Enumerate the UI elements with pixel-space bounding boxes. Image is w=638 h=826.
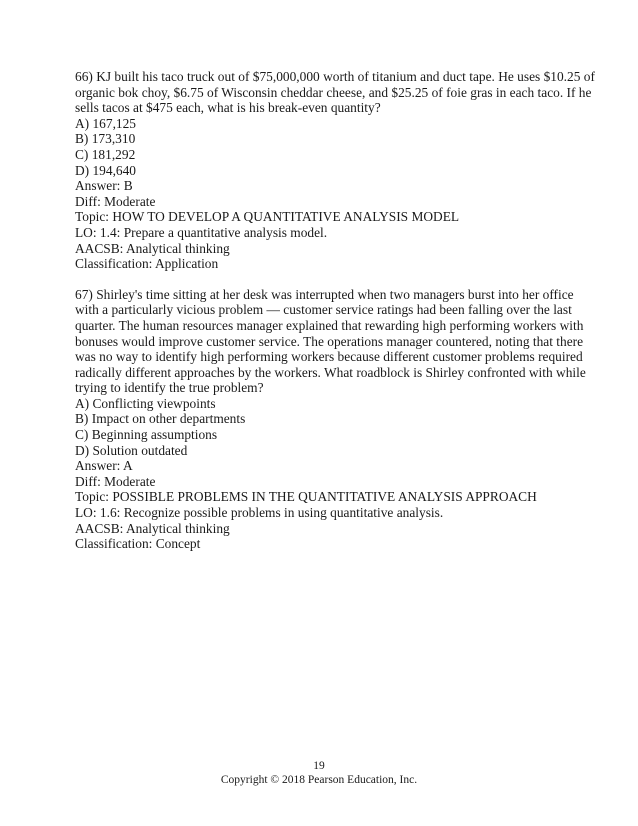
difficulty: Diff: Moderate xyxy=(75,473,156,489)
copyright-notice: Copyright © 2018 Pearson Education, Inc. xyxy=(220,774,418,786)
aacsb: AACSB: Analytical thinking xyxy=(75,520,230,536)
question-stem-line: trying to identify the true problem? xyxy=(75,380,264,396)
answer-option-d: D) Solution outdated xyxy=(75,442,188,458)
question-stem-line: radically different approaches by the workers. What roadblock is Shirley confronted with while xyxy=(75,364,586,380)
classification: Classification: Concept xyxy=(75,536,201,552)
question-stem-line: organic bok choy, $6.75 of Wisconsin cheddar cheese, and $25.25 of foie gras in each taco. If he xyxy=(75,84,592,100)
topic: Topic: POSSIBLE PROBLEMS IN THE QUANTITATIVE ANALYSIS APPROACH xyxy=(75,489,537,505)
question-stem-line: with a particularly vicious problem — customer service ratings had been falling over the last xyxy=(75,302,572,318)
question-67 xyxy=(75,286,586,552)
answer-option-c: C) Beginning assumptions xyxy=(75,427,218,443)
learning-objective: LO: 1.6: Recognize possible problems in using quantitative analysis. xyxy=(75,505,444,521)
difficulty: Diff: Moderate xyxy=(75,193,156,209)
topic: Topic: HOW TO DEVELOP A QUANTITATIVE ANALYSIS MODEL xyxy=(75,209,460,225)
question-stem-line: was no way to identify high performing workers because different customer problems required xyxy=(75,349,583,365)
answer-option-d: D) 194,640 xyxy=(75,162,136,178)
answer-option-a: A) Conflicting viewpoints xyxy=(75,395,216,411)
classification: Classification: Application xyxy=(75,256,219,272)
page-number: 19 xyxy=(313,760,325,772)
question-stem-line: 67) Shirley's time sitting at her desk was interrupted when two managers burst into her office xyxy=(75,286,574,302)
question-stem-line: sells tacos at $475 each, what is his break-even quantity? xyxy=(75,100,381,116)
question-stem-line: quarter. The human resources manager explained that rewarding high performing workers with xyxy=(75,317,584,333)
answer-option-c: C) 181,292 xyxy=(75,146,136,162)
question-stem-line: 66) KJ built his taco truck out of $75,000,000 worth of titanium and duct tape. He uses $10.25 of xyxy=(75,69,595,84)
answer-option-b: B) Impact on other departments xyxy=(75,411,246,427)
aacsb: AACSB: Analytical thinking xyxy=(75,240,230,256)
question-list xyxy=(75,69,595,552)
answer-option-a: A) 167,125 xyxy=(75,115,136,131)
answer-key: Answer: A xyxy=(75,458,133,474)
answer-key: Answer: B xyxy=(75,178,133,194)
question-66 xyxy=(75,69,595,272)
question-stem-line: bonuses would improve customer service. The operations manager countered, noting that there xyxy=(75,333,584,349)
learning-objective: LO: 1.4: Prepare a quantitative analysis model. xyxy=(75,224,328,240)
answer-option-b: B) 173,310 xyxy=(75,131,136,147)
